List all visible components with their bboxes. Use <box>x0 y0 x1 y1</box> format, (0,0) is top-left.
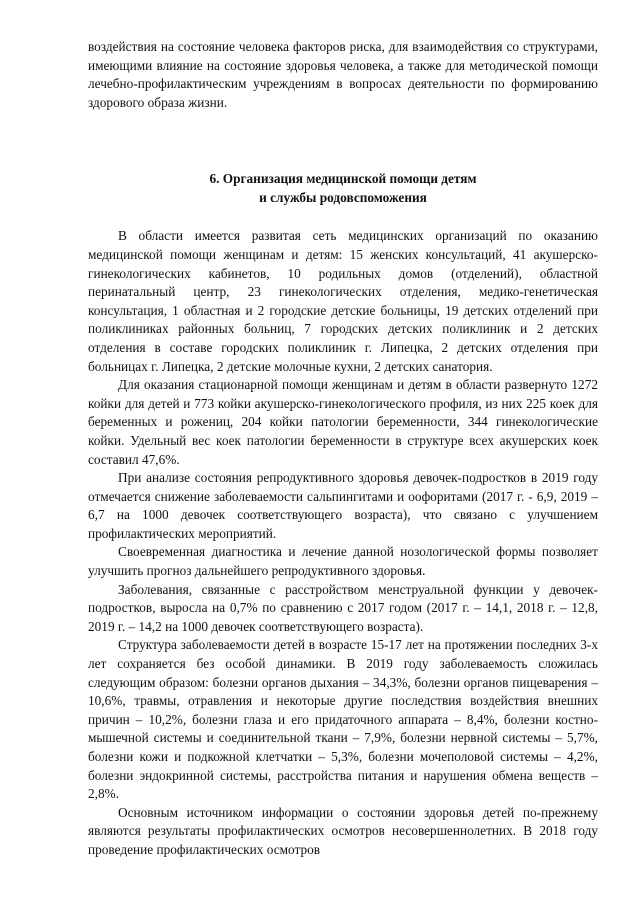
paragraph-morbidity-structure: Структура заболеваемости детей в возрасте 15-17 лет на протяжении последних 3-х лет сохраняется без особой динамики. В 2019 году заболеваемость сложилась следующим образом: болезни органов дыхания – 34,3%, болезни органов пищеварения – 10,6%, травмы, отравления и некоторые другие последствия воздействия внешних причин – 10,2%, болезни глаза и его придаточного аппарата – 8,4%, болезни костно-мышечной системы и соединительной ткани – 7,9%, болезни нервной системы – 5,7%, болезни кожи и подкожной клетчатки – 5,3%, болезни мочеполовой системы – 4,2%, болезни эндокринной системы, расстройства питания и нарушения обмена веществ – 2,8%. <box>88 637 598 802</box>
paragraph-beds: Для оказания стационарной помощи женщинам и детям в области развернуто 1272 койки для детей и 773 койки акушерско-гинекологического профиля, из них 225 коек для беременных и рожениц, 204 койки патологии беременности, 344 гинекологические койки. Удельный вес коек патологии беременности в структуре всех акушерских коек составил 47,6%. <box>88 377 598 467</box>
section-title-line-2: и службы родовспоможения <box>259 190 427 206</box>
paragraph-diagnostics: Своевременная диагностика и лечение данной нозологической формы позволяет улучшить прогноз дальнейшего репродуктивного здоровья. <box>88 544 598 579</box>
paragraph-reproductive-health: При анализе состояния репродуктивного здоровья девочек-подростков в 2019 году отмечается снижение заболеваемости сальпингитами и оофоритами (2017 г. - 6,9, 2019 – 6,7 на 1000 девочек соответствующего возраста), что связано с улучшением профилактических мероприятий. <box>88 470 598 541</box>
paragraph-network: В области имеется развитая сеть медицинских организаций по оказанию медицинской помощи женщинам и детям: 15 женских консультаций, 41 акушерско-гинекологических кабинетов, 10 родильных домов (отделений), областной перинатальный центр, 23 гинекологических отделения, медико-генетическая консультация, 1 областная и 2 городские детские больницы, 19 детских отделений при поликлиниках районных больниц, 7 городских детских поликлиник и 2 детских отделения в составе городских поликлиник г. Липецка, 2 детских отделения при больницах г. Липецка, 2 детские молочные кухни, 2 детских санатория. <box>88 228 598 374</box>
paragraph-menstrual-disorders: Заболевания, связанные с расстройством менструальной функции у девочек-подростков, выросла на 0,7% по сравнению с 2017 годом (2017 г. – 14,1, 2018 г. – 12,8, 2019 г. – 14,2 на 1000 девочек соответствующего возраста). <box>88 581 598 634</box>
section-heading <box>88 169 598 207</box>
section-title-line-1: 6. Организация медицинской помощи детям <box>209 171 477 187</box>
section-body <box>88 227 598 859</box>
paragraph-preventive-exams: Основным источником информации о состоянии здоровья детей по-прежнему являются результаты профилактических осмотров несовершеннолетних. В 2018 году проведение профилактических осмотров <box>88 804 598 857</box>
intro-paragraph: воздействия на состояние человека факторов риска, для взаимодействия со структурами, имеющими влияние на состояние здоровья человека, а также для методической помощи лечебно-профилактическим учреждениям в вопросах деятельности по формированию здорового образа жизни. <box>88 39 598 110</box>
